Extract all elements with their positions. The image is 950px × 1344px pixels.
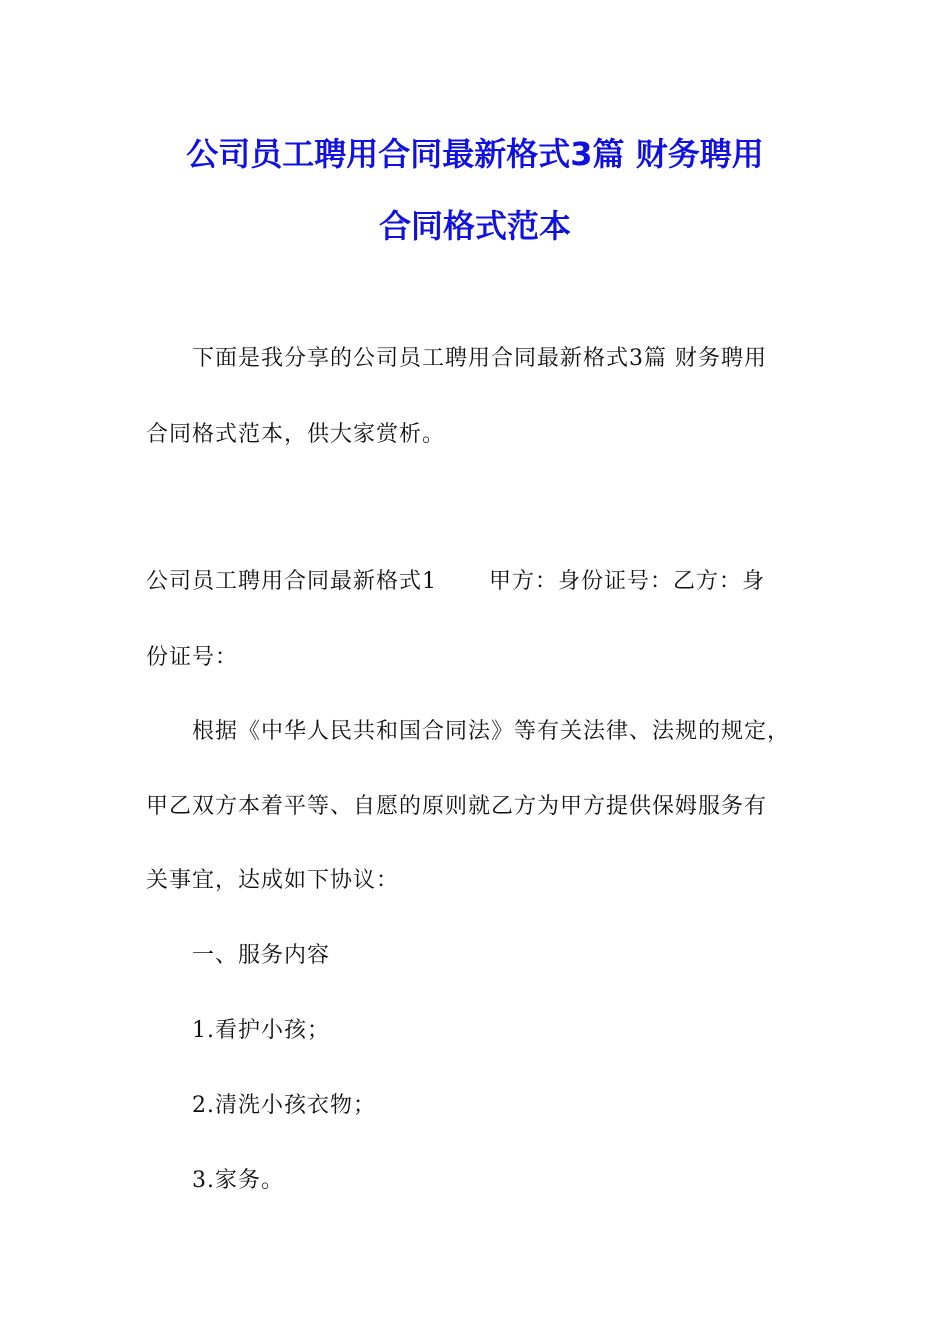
clause-1-item: 1.看护小孩； [192,1018,330,1043]
preamble-line-1: 根据《中华人民共和国合同法》等有关法律、法规的规定， [192,719,791,744]
document-title-line-2: 合同格式范本 [378,207,571,245]
parties-line-2: 份证号： [146,645,239,670]
intro-line-1: 下面是我分享的公司员工聘用合同最新格式3篇 财务聘用 [192,346,767,371]
clause-1-heading: 一、服务内容 [192,943,331,968]
section-1-line-1 [146,567,765,597]
intro-line-2: 合同格式范本，供大家赏析。 [146,422,446,447]
preamble-line-3: 关事宜，达成如下协议： [146,868,400,893]
document-title-line-1: 公司员工聘用合同最新格式3篇 财务聘用 [186,135,764,173]
clause-1-item: 3.家务。 [192,1168,284,1193]
preamble-line-2: 甲乙双方本着平等、自愿的原则就乙方为甲方提供保姆服务有 [146,794,768,819]
parties-line-1: 甲方：身份证号：乙方：身 [489,569,766,594]
clause-1-item: 2.清洗小孩衣物； [192,1093,376,1118]
section-1-heading: 公司员工聘用合同最新格式1 [146,569,437,594]
